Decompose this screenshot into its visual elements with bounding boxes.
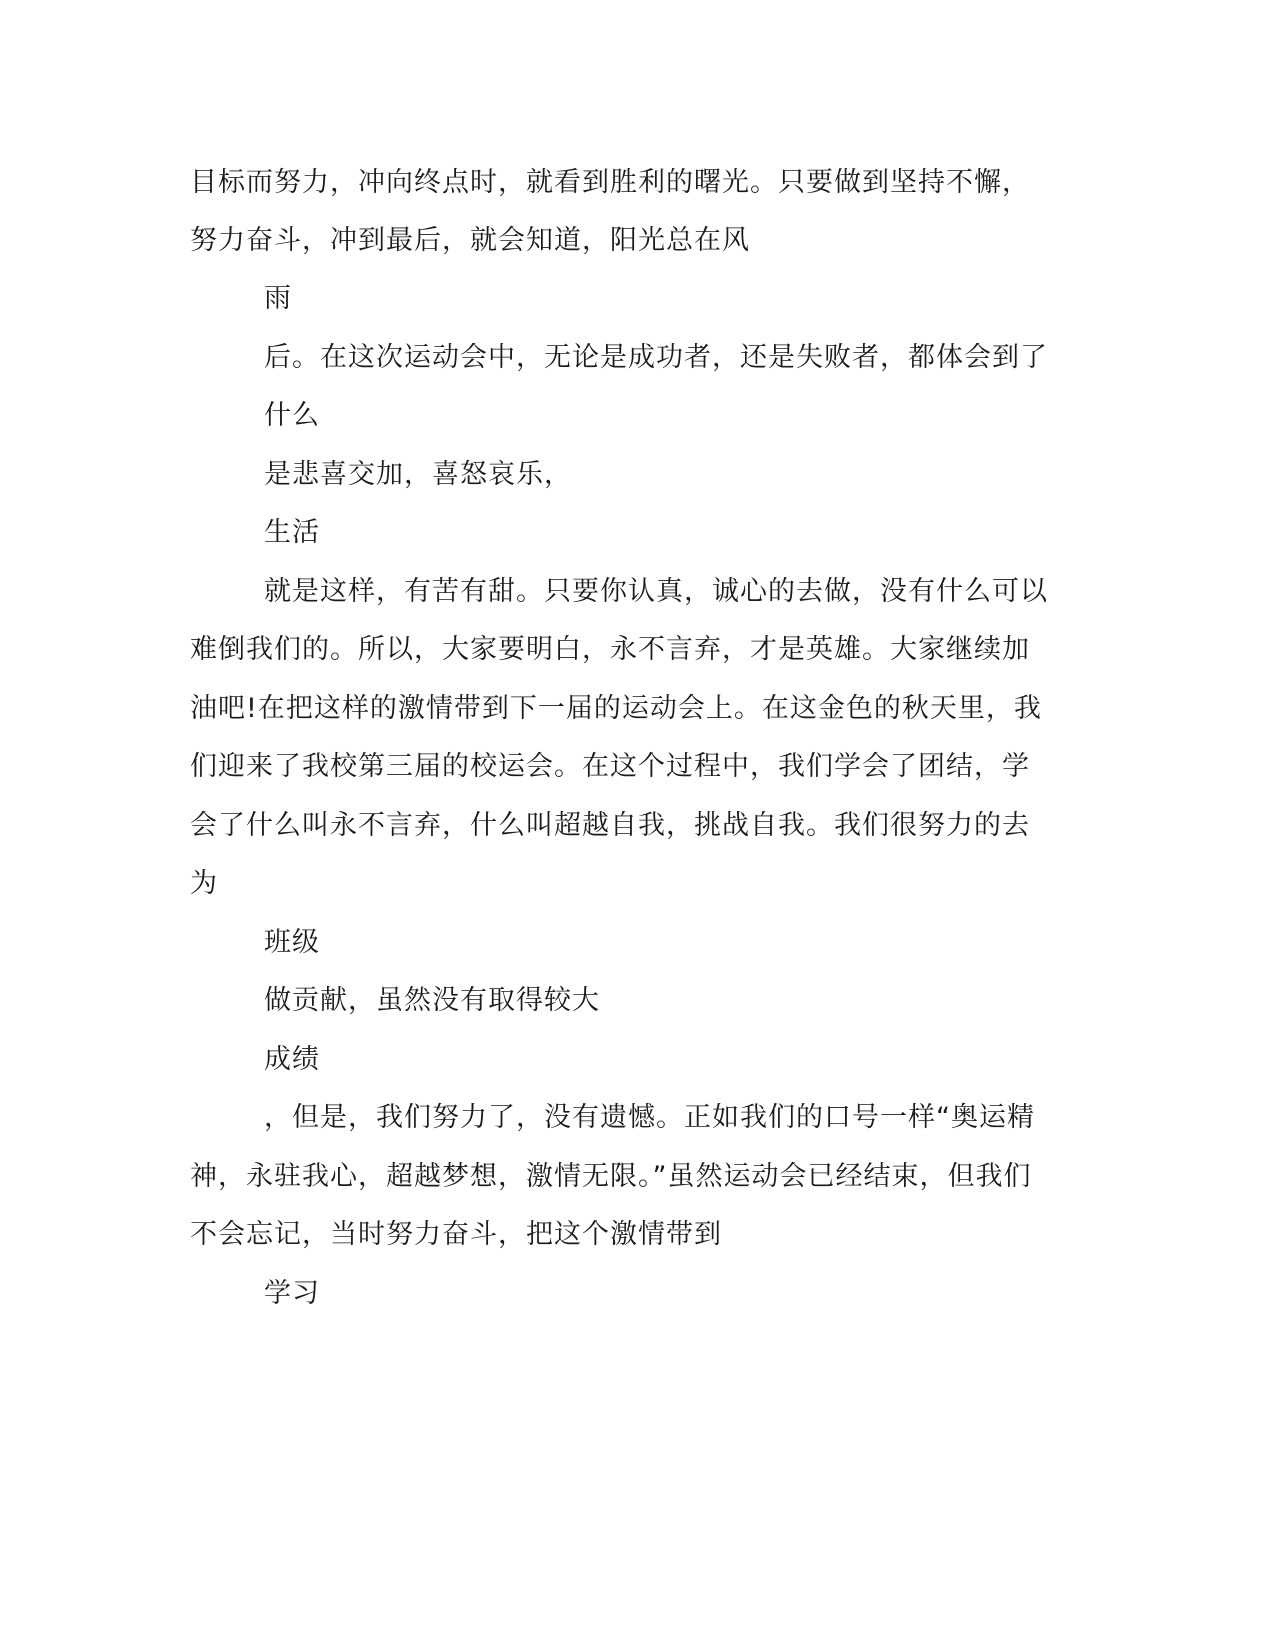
text-line: 后。在这次运动会中，无论是成功者，还是失败者，都体会到了 <box>264 342 1048 373</box>
text-line: 为 <box>190 868 218 899</box>
text-line: 油吧!在把这样的激情带到下一届的运动会上。在这金色的秋天里，我 <box>190 693 1042 724</box>
text-line: 会了什么叫永不言弃，什么叫超越自我，挑战自我。我们很努力的去 <box>190 810 1030 841</box>
text-line: 什么 <box>264 400 320 431</box>
text-line: 成绩 <box>264 1044 320 1075</box>
text-line: 们迎来了我校第三届的校运会。在这个过程中，我们学会了团结，学 <box>190 751 1030 782</box>
text-line: 难倒我们的。所以，大家要明白，永不言弃，才是英雄。大家继续加 <box>190 634 1030 665</box>
text-line: 做贡献，虽然没有取得较大 <box>264 985 600 1016</box>
text-line: 学习 <box>264 1278 320 1309</box>
text-line: ，但是，我们努力了，没有遗憾。正如我们的口号一样“奥运精 <box>264 1102 1035 1133</box>
text-line: 目标而努力，冲向终点时，就看到胜利的曙光。只要做到坚持不懈， <box>190 167 1030 198</box>
text-line: 神，永驻我心，超越梦想，激情无限。”虽然运动会已经结束，但我们 <box>190 1161 1032 1192</box>
text-line: 雨 <box>264 283 292 314</box>
text-line: 不会忘记，当时努力奋斗，把这个激情带到 <box>190 1219 722 1250</box>
text-line: 生活 <box>264 517 320 548</box>
text-line: 就是这样，有苦有甜。只要你认真，诚心的去做，没有什么可以 <box>264 576 1048 607</box>
text-line: 是悲喜交加，喜怒哀乐， <box>264 459 572 490</box>
text-line: 努力奋斗，冲到最后，就会知道，阳光总在风 <box>190 225 750 256</box>
text-line: 班级 <box>264 927 320 958</box>
